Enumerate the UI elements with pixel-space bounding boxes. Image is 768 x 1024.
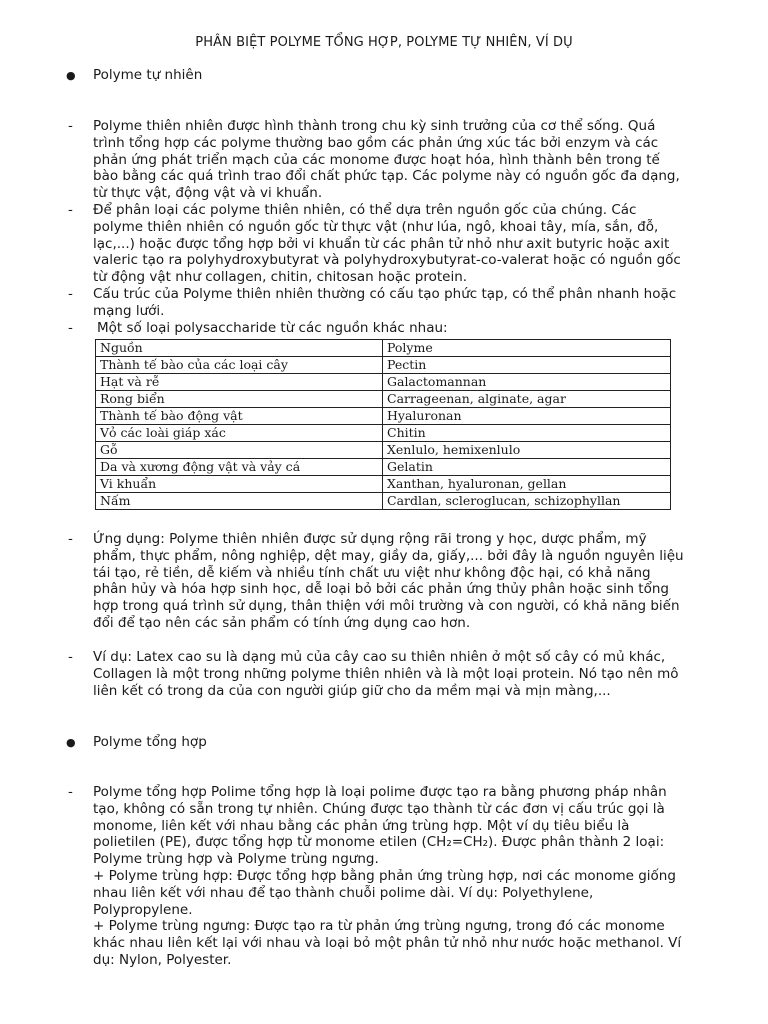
paragraph: Để phân loại các polyme thiên nhiên, có thể dựa trên nguồn gốc của chúng. Các polyme thiên nhiên có nguồn gốc từ thực vật (như lúa, ngô, khoai tây, mía, sắn, đỗ, lạc,...) hoặc được tổng hợp bởi vi khuẩn từ các phân tử nhỏ như axit butyric hoặc axit valeric tạo ra polyhydroxybutyrat và polyhydroxybutyrat-co-valerat hoặc có nguồn gốc từ động vật như collagen, chitin, chitosan hoặc protein.: [93, 202, 681, 286]
source-cell: Gỗ: [96, 442, 383, 459]
dash-marker: -: [68, 202, 73, 218]
dash-marker: -: [68, 531, 73, 547]
list-item: [66, 784, 686, 969]
section-heading-text: Polyme tổng hợp: [93, 734, 207, 750]
list-item: [66, 320, 686, 337]
polymer-cell: Cardlan, scleroglucan, schizophyllan: [383, 493, 671, 510]
list-item: [66, 202, 686, 286]
list-item: [66, 118, 686, 202]
table-row: [96, 459, 671, 476]
paragraph: Một số loại polysaccharide từ các nguồn khác nhau:: [97, 320, 448, 336]
dash-marker: -: [68, 286, 73, 302]
polymer-cell: Gelatin: [383, 459, 671, 476]
dash-marker: -: [68, 784, 73, 800]
table-header-cell: Nguồn: [96, 340, 383, 357]
table-row: [96, 425, 671, 442]
source-cell: Vi khuẩn: [96, 476, 383, 493]
list-item: [66, 531, 686, 632]
dash-marker: -: [68, 649, 73, 665]
table-header-row: [96, 340, 671, 357]
polymer-cell: Xenlulo, hemixenlulo: [383, 442, 671, 459]
polymer-cell: Pectin: [383, 357, 671, 374]
polymer-cell: Hyaluronan: [383, 408, 671, 425]
table-row: [96, 374, 671, 391]
table-row: [96, 357, 671, 374]
table-row: [96, 408, 671, 425]
polymer-cell: Chitin: [383, 425, 671, 442]
polymer-cell: Galactomannan: [383, 374, 671, 391]
table-row: [96, 391, 671, 408]
paragraph: Polyme thiên nhiên được hình thành trong chu kỳ sinh trưởng của cơ thể sống. Quá trình tổng hợp các polyme thường bao gồm các phản ứng xúc tác bởi enzym và các phản ứng phát triển mạch của các monome được hoạt hóa, hình thành bên trong tế bào bằng các quá trình trao đổi chất phức tạp. Các polyme này có nguồn gốc đa dạng, từ thực vật, động vật và vi khuẩn.: [93, 118, 680, 202]
table-row: [96, 442, 671, 459]
polymer-cell: Carrageenan, alginate, agar: [383, 391, 671, 408]
bullet-icon: ●: [66, 69, 76, 82]
page-title: PHÂN BIỆT POLYME TỔNG HỢP, POLYME TỰ NHIÊN, VÍ DỤ: [195, 35, 573, 50]
source-cell: Da và xương động vật và vảy cá: [96, 459, 383, 476]
dash-marker: -: [68, 118, 73, 134]
list-item: [66, 649, 686, 699]
polysaccharide-table: [95, 339, 671, 510]
section-heading-natural: [66, 67, 202, 83]
sub-list-item: + Polyme trùng hợp: Được tổng hợp bằng phản ứng trùng hợp, nơi các monome giống nhau liên kết với nhau để tạo thành chuỗi polime dài. Ví dụ: Polyethylene, Polypropylene.: [93, 867, 676, 918]
source-cell: Vỏ các loài giáp xác: [96, 425, 383, 442]
table-row: [96, 476, 671, 493]
sub-list-item: + Polyme trùng ngưng: Được tạo ra từ phản ứng trùng ngưng, trong đó các monome khác nhau liên kết lại với nhau và loại bỏ một phân tử nhỏ như nước hoặc methanol. Ví dụ: Nylon, Polyester.: [93, 918, 682, 968]
paragraph: Polyme tổng hợp Polime tổng hợp là loại polime được tạo ra bằng phương pháp nhân tạo, không có sẵn trong tự nhiên. Chúng được tạo thành từ các đơn vị cấu trúc gọi là monome, liên kết với nhau bằng các phản ứng trùng hợp. Một ví dụ tiêu biểu là polietilen (PE), được tổng hợp từ monome etilen (CH₂=CH₂). Được phân thành 2 loại: Polyme trùng hợp và Polyme trùng ngưng.: [93, 784, 667, 868]
source-cell: Nấm: [96, 493, 383, 510]
section-heading-text: Polyme tự nhiên: [93, 67, 203, 83]
bullet-icon: ●: [66, 736, 76, 749]
dash-marker: -: [68, 320, 73, 336]
source-cell: Rong biển: [96, 391, 383, 408]
paragraph: Ví dụ: Latex cao su là dạng mủ của cây cao su thiên nhiên ở một số cây có mủ khác, Collagen là một trong những polyme thiên nhiên và là một loại protein. Nó tạo nên mô liên kết có trong da của con người giúp giữ cho da mềm mại và mịn màng,...: [93, 649, 679, 699]
table-row: [96, 493, 671, 510]
list-item: [66, 286, 686, 320]
table-header-cell: Polyme: [383, 340, 671, 357]
paragraph: Cấu trúc của Polyme thiên nhiên thường có cấu tạo phức tạp, có thể phân nhanh hoặc mạng lưới.: [93, 286, 677, 319]
source-cell: Hạt và rễ: [96, 374, 383, 391]
section-heading-synthetic: [66, 734, 207, 750]
polymer-cell: Xanthan, hyaluronan, gellan: [383, 476, 671, 493]
paragraph: Ứng dụng: Polyme thiên nhiên được sử dụng rộng rãi trong y học, dược phẩm, mỹ phẩm, thực phẩm, nông nghiệp, dệt may, giầy da, giấy,... bởi đây là nguồn nguyên liệu tái tạo, rẻ tiền, dễ kiếm và nhiều tính chất ưu việt như không độc hại, có khả năng phân hủy và hóa hợp sinh học, dễ loại bỏ bởi các phản ứng thủy phân hoặc sinh tổng hợp trong quá trình sử dụng, thân thiện với môi trường và con người, có khả năng biến đổi để tạo nên các sản phẩm có tính ứng dụng cao hơn.: [93, 531, 684, 631]
source-cell: Thành tế bào động vật: [96, 408, 383, 425]
source-cell: Thành tế bào của các loại cây: [96, 357, 383, 374]
